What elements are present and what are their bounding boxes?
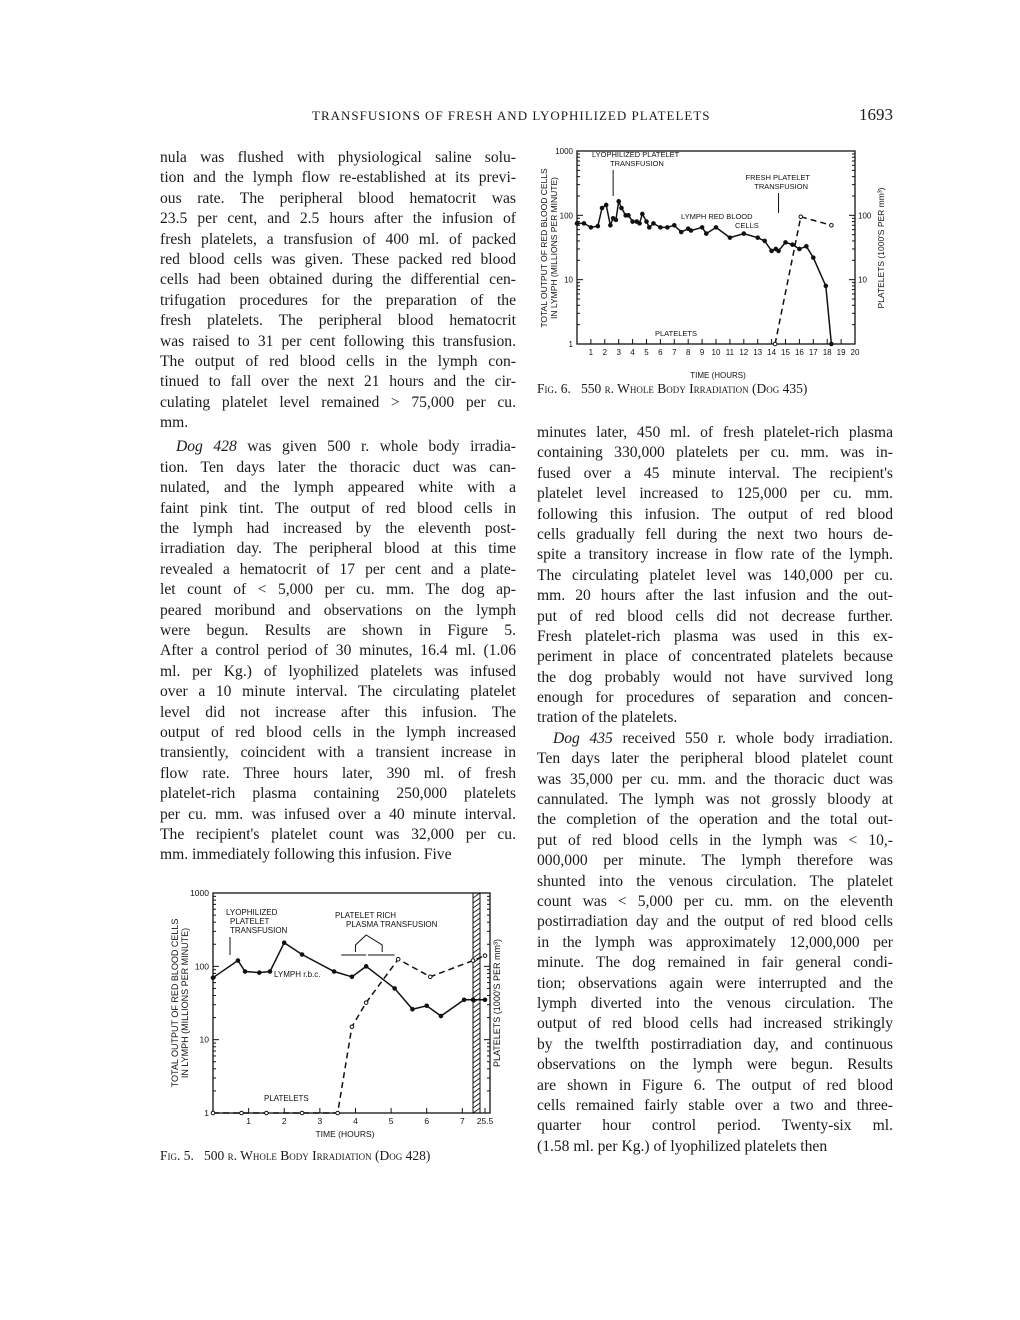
platelets-series-line xyxy=(213,956,485,1113)
text-line: fresh platelets, a transfusion of 400 ml. of packed xyxy=(160,230,516,248)
axis-break-hatch xyxy=(473,1068,480,1073)
text-line: are shown in Figure 6. The output of red blood xyxy=(537,1076,893,1094)
y-tick-label-right: 10 xyxy=(858,275,867,285)
data-point xyxy=(471,959,475,963)
axis-break-hatch xyxy=(473,928,480,933)
text-line: tion; observations again were interrupted and the xyxy=(537,974,893,992)
text-line: mm. immediately following this infusion. Five xyxy=(160,846,452,864)
text-line: postirradiation day and the output of red blood cells xyxy=(537,913,893,931)
figure-5-caption xyxy=(160,1148,430,1164)
text-line: the lymph had increased by the eleventh post- xyxy=(160,520,516,538)
x-tick-label: 3 xyxy=(616,348,621,357)
axis-break-hatch xyxy=(473,973,480,978)
data-point xyxy=(350,1025,354,1029)
y-axis-label-right: PLATELETS (1000'S PER mm³) xyxy=(492,938,502,1068)
text-line: was 35,000 per cu. mm. and the thoracic duct was xyxy=(537,770,893,788)
axis-break-hatch xyxy=(473,988,480,993)
axis-break-hatch xyxy=(473,1033,480,1038)
data-point xyxy=(243,970,247,974)
text-line: ous rate. The peripheral blood hematocrit was xyxy=(160,189,516,207)
text-line: tration of the platelets. xyxy=(537,709,678,727)
text-run: received 550 r. whole body irradiation. xyxy=(612,729,893,747)
annotation: LYOPHILIZED xyxy=(226,908,278,917)
axis-break-hatch xyxy=(473,1048,480,1053)
text-line: let count of < 5,000 per cu. mm. The dog ap- xyxy=(160,581,516,599)
text-line: The recipient's platelet count was 32,000 per cu. xyxy=(160,825,516,843)
x-tick-label: 1 xyxy=(588,348,594,357)
axis-break-hatch xyxy=(473,913,480,918)
x-tick-label: 11 xyxy=(725,348,735,357)
axis-break-hatch xyxy=(473,1108,480,1113)
figure-6-caption xyxy=(537,381,807,397)
figure-5-number: Fig. 5. xyxy=(160,1148,194,1163)
y-tick-label: 1 xyxy=(568,340,573,349)
x-tick-label: 2 xyxy=(281,1116,287,1126)
text-line: spite a transitory increase in flow rate of the lymph. xyxy=(537,546,893,564)
text-line: cells had been obtained during the differential cen- xyxy=(160,271,516,289)
text-line: tinued to fall over the next 21 hours and the cir- xyxy=(160,373,516,391)
data-point xyxy=(240,1111,244,1115)
text-line: The circulating platelet level was 140,000 per cu. xyxy=(537,566,893,584)
text-line: faint pink tint. The output of red blood cells in xyxy=(160,499,516,517)
text-line: in the lymph was approximately 12,000,000 per xyxy=(537,933,893,951)
axis-break-hatch xyxy=(473,1078,480,1083)
data-point xyxy=(236,959,240,963)
y-tick-label: 10 xyxy=(564,275,573,285)
text-line: output of red blood cells had increased strikingly xyxy=(537,1015,893,1033)
text-line: trifugation procedures for the preparation of the xyxy=(160,291,516,309)
x-tick-label: 12 xyxy=(739,348,749,357)
text-line: transiently, coincident with a transient increase in xyxy=(160,744,516,762)
text-line: put of red blood cells did not decrease further. xyxy=(537,607,893,625)
text-line: (1.58 ml. per Kg.) of lyophilized platelets then xyxy=(537,1137,828,1155)
transfusion-brace xyxy=(355,935,382,952)
text-line: enough for procedures of separation and concen- xyxy=(537,689,893,707)
text-line: were begun. Results are shown in Figure 5. xyxy=(160,621,516,639)
x-tick-label: 1 xyxy=(246,1116,251,1126)
text-line: irradiation day. The peripheral blood at this time xyxy=(160,540,516,558)
text-line: cells gradually fell during the next two hours de- xyxy=(537,525,893,543)
text-line: revealed a hematocrit of 17 per cent and a plate- xyxy=(160,560,516,578)
data-point xyxy=(300,953,304,957)
text-line: periment in place of concentrated platelets because xyxy=(537,648,893,666)
text-line: tion. Ten days later the thoracic duct was can- xyxy=(160,458,516,476)
data-point xyxy=(268,970,272,974)
data-point xyxy=(350,975,354,979)
figure-6-number: Fig. 6. xyxy=(537,381,571,396)
data-point xyxy=(265,1111,269,1115)
data-point xyxy=(471,998,475,1002)
y-axis-label: TOTAL OUTPUT OF RED BLOOD CELLS xyxy=(539,168,549,328)
text-line: mm. 20 hours after the last infusion and the out- xyxy=(537,587,893,605)
text-line: following this infusion. The output of red blood xyxy=(537,505,893,523)
data-point xyxy=(364,965,368,969)
text-line: per cu. mm. was infused over a 40 minute interval. xyxy=(160,805,516,823)
text-line: The output of red blood cells in the lymph con- xyxy=(160,352,516,370)
rbc-series-line xyxy=(213,943,485,1016)
annotation: PLATELET RICH xyxy=(335,911,397,920)
axis-break-hatch xyxy=(473,963,480,968)
annotation: PLATELET xyxy=(230,917,270,926)
data-point xyxy=(300,1111,304,1115)
annotation: FRESH PLATELET xyxy=(745,173,810,182)
annotation: LYMPH r.b.c. xyxy=(274,970,321,979)
x-tick-label: 10 xyxy=(711,348,721,357)
text-line: nula was flushed with physiological saline solu- xyxy=(160,149,516,166)
text-line: lymph diverted into the venous circulation. The xyxy=(537,994,893,1012)
x-tick-label: 18 xyxy=(822,348,832,357)
y-axis-label-right: PLATELETS (1000'S PER mm³) xyxy=(876,187,886,309)
dog-label: Dog 435 xyxy=(553,729,613,747)
y-tick-label: 1000 xyxy=(555,147,573,156)
axis-break-hatch xyxy=(473,993,480,998)
axis-break-hatch xyxy=(473,938,480,943)
x-tick-label: 19 xyxy=(836,348,846,357)
text-line: culating platelet level remained > 75,000 per cu. xyxy=(160,393,516,411)
data-point xyxy=(483,954,487,958)
axis-break-hatch xyxy=(473,1058,480,1063)
axis-break-hatch xyxy=(473,968,480,973)
x-tick-label: 7 xyxy=(672,348,677,357)
text-line: cells remained fairly stable over a two and three- xyxy=(537,1096,893,1114)
annotation: CELLS xyxy=(735,221,759,230)
axis-break-hatch xyxy=(473,943,480,948)
axis-break-hatch xyxy=(473,1053,480,1058)
data-point xyxy=(393,987,397,991)
annotation: TRANSFUSION xyxy=(230,926,288,935)
x-tick-label: 4 xyxy=(353,1116,358,1126)
x-tick-label: 3 xyxy=(317,1116,323,1126)
y-tick-label: 10 xyxy=(199,1034,209,1045)
data-point xyxy=(425,1004,429,1008)
text-line: 23.5 per cent, and 2.5 hours after the infusion of xyxy=(160,210,516,228)
axis-break-hatch xyxy=(473,918,480,923)
data-point xyxy=(483,998,487,1002)
text-line: quarter hour control period. Twenty-six ml. xyxy=(537,1117,893,1135)
y-tick-label-right: 100 xyxy=(858,211,872,221)
axis-break-hatch xyxy=(473,1043,480,1048)
axis-break-hatch xyxy=(473,1008,480,1013)
text-line: Fresh platelet-rich plasma was used in this ex- xyxy=(537,627,893,645)
axis-break-hatch xyxy=(473,1093,480,1098)
annotation: PLATELETS xyxy=(655,329,697,338)
text-line: observations on the lymph were begun. Results xyxy=(537,1056,893,1074)
axis-break-hatch xyxy=(473,978,480,983)
data-point xyxy=(332,970,336,974)
x-tick-label: 16 xyxy=(794,348,804,357)
axis-break-hatch xyxy=(473,893,480,898)
text-line: level did not increase after this infusion. The xyxy=(160,703,516,721)
data-point xyxy=(462,998,466,1002)
x-tick-label: 14 xyxy=(767,348,777,357)
annotation: PLATELETS xyxy=(264,1094,309,1103)
annotation: LYOPHILIZED PLATELET xyxy=(592,150,680,159)
text-line: nulated, and the lymph appeared white with a xyxy=(160,479,516,497)
text-line: platelet level increased to 125,000 per cu. mm. xyxy=(537,485,893,503)
text-line: 000,000 per minute. The lymph therefore was xyxy=(537,852,893,870)
y-tick-label: 1000 xyxy=(190,888,209,898)
y-axis-label: IN LYMPH (MILLIONS PER MINUTE) xyxy=(549,177,559,319)
axis-break-hatch xyxy=(473,983,480,988)
data-point xyxy=(396,957,400,961)
axis-break-hatch xyxy=(473,953,480,958)
text-line: Ten days later the peripheral blood platelet count xyxy=(537,750,893,768)
text-line: was raised to 31 per cent following this transfusion. xyxy=(160,332,516,350)
data-point xyxy=(336,1111,340,1115)
axis-break-hatch xyxy=(473,903,480,908)
axis-break xyxy=(473,893,480,1113)
data-point xyxy=(282,941,286,945)
y-tick-label: 100 xyxy=(559,211,573,221)
text-line: the completion of the operation and the total out- xyxy=(537,811,893,829)
text-line: minute. The dog remained in fair general condi- xyxy=(537,954,893,972)
text-line: output of red blood cells in the lymph increased xyxy=(160,723,516,741)
text-run: was given 500 r. whole body irradia- xyxy=(236,438,516,456)
axis-break-hatch xyxy=(473,1088,480,1093)
data-point xyxy=(258,971,262,975)
y-tick-label: 100 xyxy=(194,961,209,972)
axis-break-hatch xyxy=(473,908,480,913)
text-line: the dog probably would not have survived long xyxy=(537,668,893,686)
text-line: containing 330,000 platelets per cu. mm. was in- xyxy=(537,444,893,462)
text-line: After a control period of 30 minutes, 16.4 ml. (1.06 xyxy=(160,642,516,660)
figure-5-title: 500 r. Whole Body Irradiation (Dog 428) xyxy=(204,1148,431,1163)
text-line: fresh platelets. The peripheral blood hematocrit xyxy=(160,312,516,330)
data-point xyxy=(428,975,432,979)
text-line: shunted into the venous circulation. The platelet xyxy=(537,872,893,890)
text-line: ml. per Kg.) of lyophilized platelets was infused xyxy=(160,662,516,680)
x-tick-label: 4 xyxy=(630,348,635,357)
y-axis-label: IN LYMPH (MILLIONS PER MINUTE) xyxy=(180,927,190,1079)
data-point xyxy=(211,1111,215,1115)
text-line: by the twelfth postirradiation day, and continuous xyxy=(537,1035,893,1053)
text-line: red blood cells was given. These packed red blood xyxy=(160,250,516,268)
axis-break-hatch xyxy=(473,1028,480,1033)
x-tick-label: 8 xyxy=(685,348,691,357)
x-tick-label: 17 xyxy=(808,348,818,357)
axis-break-hatch xyxy=(473,933,480,938)
axis-break-hatch xyxy=(473,1083,480,1088)
data-point xyxy=(211,976,215,980)
running-title: TRANSFUSIONS OF FRESH AND LYOPHILIZED PLATELETS xyxy=(312,108,711,123)
x-tick-label: 15 xyxy=(781,348,790,357)
x-tick-label: 7 xyxy=(459,1116,465,1126)
dog-label: Dog 428 xyxy=(176,438,237,456)
text-line: put of red blood cells in the lymph was < 10,- xyxy=(537,831,893,849)
axis-break-hatch xyxy=(473,1073,480,1078)
x-axis-label: TIME (HOURS) xyxy=(315,1129,375,1139)
x-tick-label: 25.5 xyxy=(476,1116,494,1126)
text-line: count was < 5,000 per cu. mm. on the eleventh xyxy=(537,892,893,910)
y-tick-label: 1 xyxy=(204,1108,209,1118)
text-line: tion and the lymph flow re-established at its previ- xyxy=(160,169,516,187)
text-line: minutes later, 450 ml. of fresh platelet-rich plasma xyxy=(537,424,893,441)
annotation: LYMPH RED BLOOD xyxy=(681,212,753,221)
text-line: cannulated. The lymph was not grossly bloody at xyxy=(537,791,893,809)
annotation: TRANSFUSION xyxy=(754,182,808,191)
text-line: platelet-rich plasma containing 250,000 platelets xyxy=(160,785,516,803)
page-number: 1693 xyxy=(859,105,893,124)
axis-break-hatch xyxy=(473,1103,480,1108)
text-line: flow rate. Three hours later, 390 ml. of fresh xyxy=(160,764,516,782)
x-tick-label: 2 xyxy=(602,348,608,357)
axis-break-hatch xyxy=(473,1013,480,1018)
text-line: over a 10 minute interval. The circulating platelet xyxy=(160,683,516,701)
axis-break-hatch xyxy=(473,898,480,903)
x-tick-label: 6 xyxy=(424,1116,430,1126)
annotation: PLASMA TRANSFUSION xyxy=(346,920,438,929)
x-tick-label: 20 xyxy=(850,348,860,357)
text-line: peared moribund and observations on the lymph xyxy=(160,601,516,619)
axis-break-hatch xyxy=(473,1098,480,1103)
data-point xyxy=(439,1014,443,1018)
axis-break-hatch xyxy=(473,1038,480,1043)
axis-break-hatch xyxy=(473,923,480,928)
axis-break-hatch xyxy=(473,948,480,953)
text-line: mm. xyxy=(160,414,189,432)
y-axis-label: TOTAL OUTPUT OF RED BLOOD CELLS xyxy=(170,918,180,1088)
axis-break-hatch xyxy=(473,1003,480,1008)
axis-break-hatch xyxy=(473,1023,480,1028)
x-tick-label: 5 xyxy=(388,1116,394,1126)
figure-6-title: 550 r. Whole Body Irradiation (Dog 435) xyxy=(581,381,808,396)
data-point xyxy=(364,1001,368,1005)
axis-break-hatch xyxy=(473,1063,480,1068)
x-tick-label: 13 xyxy=(753,348,763,357)
x-tick-label: 9 xyxy=(699,348,705,357)
data-point xyxy=(411,1007,415,1011)
axis-break-hatch xyxy=(473,1018,480,1023)
annotation: TRANSFUSION xyxy=(610,159,664,168)
x-axis-label: TIME (HOURS) xyxy=(690,371,746,380)
x-tick-label: 5 xyxy=(644,348,649,357)
x-tick-label: 6 xyxy=(658,348,663,357)
text-line: fused over a 45 minute interval. The recipient's xyxy=(537,464,893,482)
